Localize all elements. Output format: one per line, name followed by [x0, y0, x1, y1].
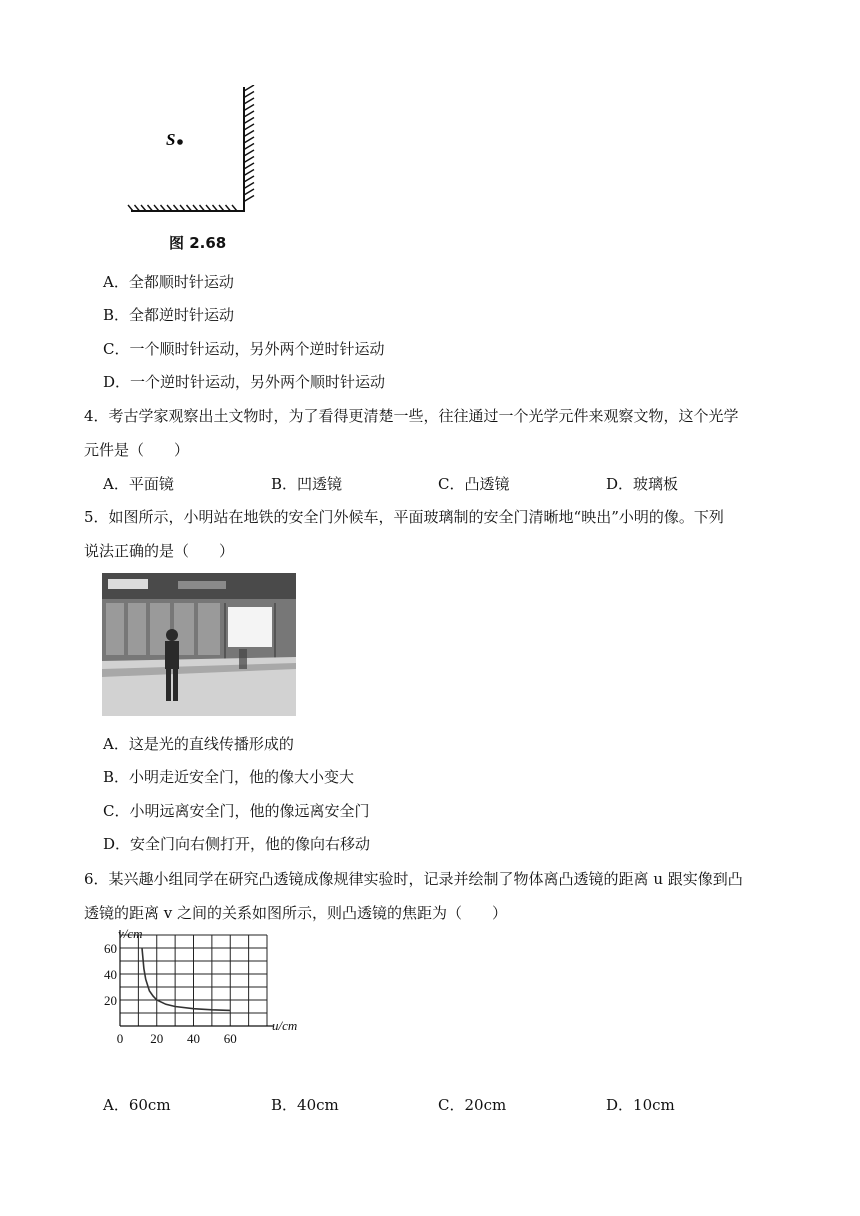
y-tick-label: 20 [104, 993, 117, 1008]
figure-caption: 图 2.68 [169, 234, 227, 252]
q4-option-b[interactable]: B．凹透镜 [271, 475, 343, 493]
q5-option-d[interactable]: D．安全门向右侧打开，他的像向右移动 [103, 835, 371, 853]
q6-option-a[interactable]: A．60cm [103, 1096, 171, 1114]
q3-option-c[interactable]: C．一个顺时针运动，另外两个逆时针运动 [103, 340, 385, 358]
q4-option-d[interactable]: D．玻璃板 [606, 475, 679, 493]
q6-option-d[interactable]: D．10cm [606, 1096, 675, 1114]
q4-option-a[interactable]: A．平面镜 [103, 475, 174, 493]
point-s [177, 139, 183, 145]
uv-curve [142, 948, 230, 1010]
q5-option-b[interactable]: B．小明走近安全门，他的像大小变大 [103, 768, 355, 786]
y-tick-label: 40 [104, 967, 117, 982]
subway-platform-photo [102, 573, 296, 716]
q6-option-b[interactable]: B．40cm [271, 1096, 339, 1114]
point-s-label: S [166, 130, 176, 149]
x-tick-label: 40 [187, 1031, 200, 1046]
q4-stem-line2: 元件是（ ） [84, 441, 190, 459]
x-tick-label: 0 [116, 1031, 124, 1046]
q5-stem-line2: 说法正确的是（ ） [84, 542, 235, 560]
x-axis-label: u/cm [272, 1018, 298, 1033]
q5-stem-line1: 5．如图所示，小明站在地铁的安全门外候车，平面玻璃制的安全门清晰地“映出”小明的像。下列 [84, 508, 724, 526]
mirror-figure [125, 85, 265, 220]
y-tick-label: 60 [104, 941, 117, 956]
x-tick-label: 60 [223, 1031, 237, 1046]
uv-chart [98, 926, 308, 1054]
q5-option-a[interactable]: A．这是光的直线传播形成的 [103, 735, 294, 753]
q5-option-c[interactable]: C．小明远离安全门，他的像远离安全门 [103, 802, 370, 820]
q6-stem-line1: 6．某兴趣小组同学在研究凸透镜成像规律实验时，记录并绘制了物体离凸透镜的距离 u 跟实像到凸 [84, 870, 743, 888]
q3-option-b[interactable]: B．全都逆时针运动 [103, 306, 235, 324]
y-axis-label: v/cm [118, 926, 143, 941]
q4-stem-line1: 4．考古学家观察出土文物时，为了看得更清楚一些，往往通过一个光学元件来观察文物，这个光学 [84, 407, 739, 425]
x-tick-label: 20 [150, 1031, 164, 1046]
q6-option-c[interactable]: C．20cm [438, 1096, 507, 1114]
q4-option-c[interactable]: C．凸透镜 [438, 475, 510, 493]
q6-stem-line2: 透镜的距离 v 之间的关系如图所示，则凸透镜的焦距为（ ） [84, 904, 508, 922]
q3-option-d[interactable]: D．一个逆时针运动，另外两个顺时针运动 [103, 373, 386, 391]
q3-option-a[interactable]: A．全都顺时针运动 [103, 273, 234, 291]
